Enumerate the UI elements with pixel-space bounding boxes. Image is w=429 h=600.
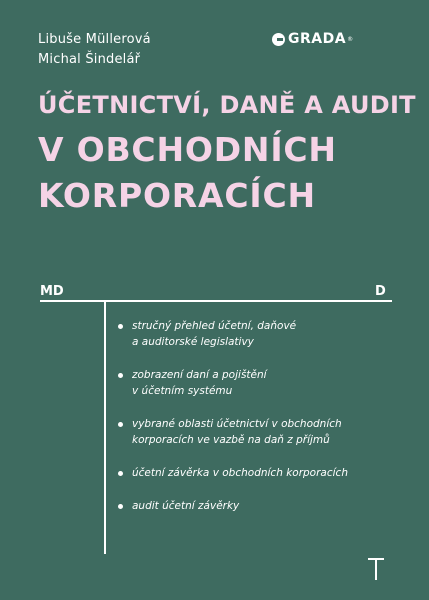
t-account-debit-label: MD (40, 284, 64, 299)
topic-text: audit účetní závěrky (132, 500, 240, 512)
topic-text: korporacích ve vazbě na daň z příjmů (132, 434, 330, 446)
topic-item (118, 367, 388, 399)
topic-text: vybrané oblasti účetnictví v obchodních (132, 418, 342, 430)
publisher-name: GRADA (288, 31, 347, 47)
title-line: ÚČETNICTVÍ, DANĚ A AUDIT (38, 91, 416, 119)
topic-text: a auditorské legislativy (132, 336, 254, 348)
publisher-t-mark-icon (368, 556, 384, 582)
author-name: Michal Šindelář (38, 52, 141, 67)
author-name: Libuše Müllerová (38, 32, 151, 47)
title-line: KORPORACÍCH (38, 176, 316, 215)
registered-mark: ® (347, 35, 354, 43)
topic-text: v účetním systému (132, 385, 233, 397)
grada-logo-icon (272, 33, 285, 46)
book-title (38, 88, 416, 218)
publisher-logo (272, 31, 353, 47)
topic-text: stručný přehled účetní, daňové (132, 320, 297, 332)
t-account-credit-label: D (375, 284, 386, 299)
topic-list (118, 318, 388, 531)
authors (38, 30, 151, 70)
topic-item (118, 498, 388, 514)
topic-item (118, 465, 388, 481)
topic-item (118, 318, 388, 350)
topic-item (118, 416, 388, 448)
topic-text: účetní závěrka v obchodních korporacích (132, 467, 348, 479)
topic-text: zobrazení daní a pojištění (132, 369, 267, 381)
title-line: V OBCHODNÍCH (38, 130, 337, 169)
t-account-vertical-line (104, 300, 106, 554)
t-account-horizontal-line (40, 300, 392, 302)
